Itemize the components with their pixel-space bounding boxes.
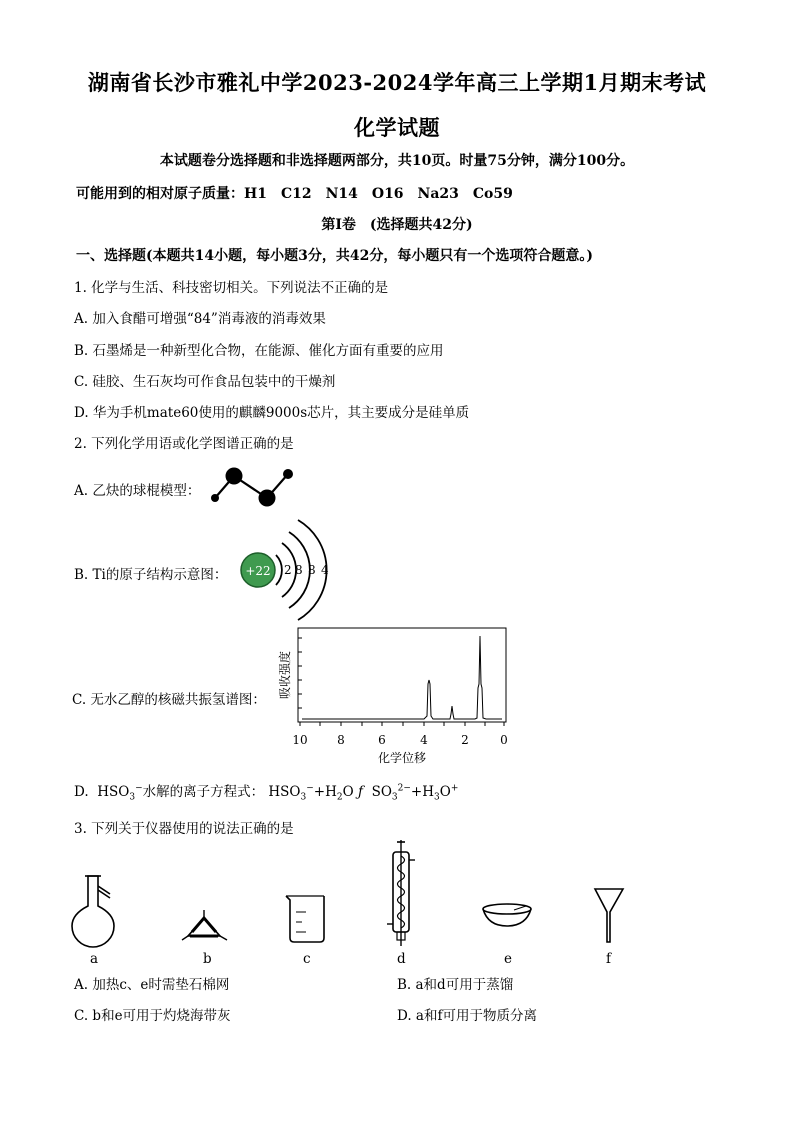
q2-option-b: B. Ti的原子结构示意图： [74, 567, 228, 583]
q2-option-a: A. 乙炔的球棍模型： [74, 483, 201, 499]
q1-stem: 1. 化学与生活、科技密切相关。下列说法不正确的是 [74, 280, 389, 296]
q3-option-d: D. a和f可用于物质分离 [397, 1008, 537, 1024]
acetylene-ball-stick-model [206, 464, 298, 510]
apparatus-label-d: d [397, 951, 406, 967]
shell-4-count: 4 [321, 563, 329, 577]
evaporating-dish-icon [480, 900, 536, 930]
nmr-tick-0: 0 [500, 733, 508, 747]
reversible-arrow-glyph: ƒ [357, 784, 363, 800]
shell-3-count: 8 [308, 563, 316, 577]
beaker-icon [282, 890, 330, 946]
nmr-tick-6: 6 [378, 733, 386, 747]
funnel-icon [592, 886, 626, 946]
q3-option-c: C. b和e可用于灼烧海带灰 [74, 1008, 231, 1024]
nmr-y-axis-label: 吸收强度 [278, 650, 292, 700]
distilling-flask-icon [66, 870, 120, 948]
nmr-tick-4: 4 [420, 733, 428, 747]
q3-option-a: A. 加热c、e时需垫石棉网 [74, 977, 230, 993]
condenser-icon [386, 838, 416, 950]
bisulfite-ion: $HSO_3^-$ [97, 783, 143, 803]
q3-stem: 3. 下列关于仪器使用的说法正确的是 [74, 821, 294, 837]
nmr-tick-8: 8 [337, 733, 345, 747]
q2-option-c: C. 无水乙醇的核磁共振氢谱图： [72, 692, 266, 708]
q2-stem: 2. 下列化学用语或化学图谱正确的是 [74, 436, 294, 452]
volume-heading: 第Ⅰ卷 (选择题共42分) [321, 217, 473, 233]
ti-atomic-structure-diagram [236, 515, 336, 627]
section-heading: 一、选择题(本题共14小题，每小题3分，共42分，每小题只有一个选项符合题意。) [76, 248, 593, 264]
shell-2-count: 8 [295, 563, 303, 577]
q2-option-d [74, 780, 458, 803]
q1-option-b: B. 石墨烯是一种新型化合物，在能源、催化方面有重要的应用 [74, 343, 444, 359]
apparatus-label-f: f [606, 951, 611, 967]
nmr-tick-10: 10 [292, 733, 308, 747]
exam-subtitle: 化学试题 [354, 115, 440, 140]
ethanol-nmr-spectrum [270, 622, 516, 768]
shell-1-count: 2 [284, 563, 292, 577]
apparatus-label-b: b [203, 951, 212, 967]
nmr-x-axis-label: 化学位移 [377, 751, 427, 765]
q1-option-c: C. 硅胶、生石灰均可作食品包装中的干燥剂 [74, 374, 336, 390]
exam-instructions: 本试题卷分选择题和非选择题两部分，共10页。时量75分钟，满分100分。 [159, 153, 635, 169]
q2-option-d-label: D. [74, 784, 89, 800]
apparatus-label-a: a [90, 951, 99, 967]
exam-title: 湖南省长沙市雅礼中学2023-2024学年高三上学期1月期末考试 [87, 70, 707, 95]
clay-triangle-icon [180, 906, 230, 944]
nucleus-charge: +22 [245, 564, 271, 578]
nmr-tick-2: 2 [461, 733, 469, 747]
q3-option-b: B. a和d可用于蒸馏 [397, 977, 514, 993]
apparatus-label-e: e [504, 951, 512, 967]
apparatus-label-c: c [303, 951, 311, 967]
q1-option-a: A. 加入食醋可增强“84”消毒液的消毒效果 [74, 311, 326, 327]
atomic-mass-line: 可能用到的相对原子质量：H1 C12 N14 O16 Na23 Co59 [76, 186, 513, 202]
hydrolysis-equation: $HSO_3^-+H_2O$ ƒ $SO_3^{2-}+H_3O^+$ [268, 783, 459, 803]
q2-option-d-text: 水解的离子方程式： [142, 784, 265, 800]
q1-option-d: D. 华为手机mate60使用的麒麟9000s芯片，其主要成分是硅单质 [74, 405, 470, 421]
